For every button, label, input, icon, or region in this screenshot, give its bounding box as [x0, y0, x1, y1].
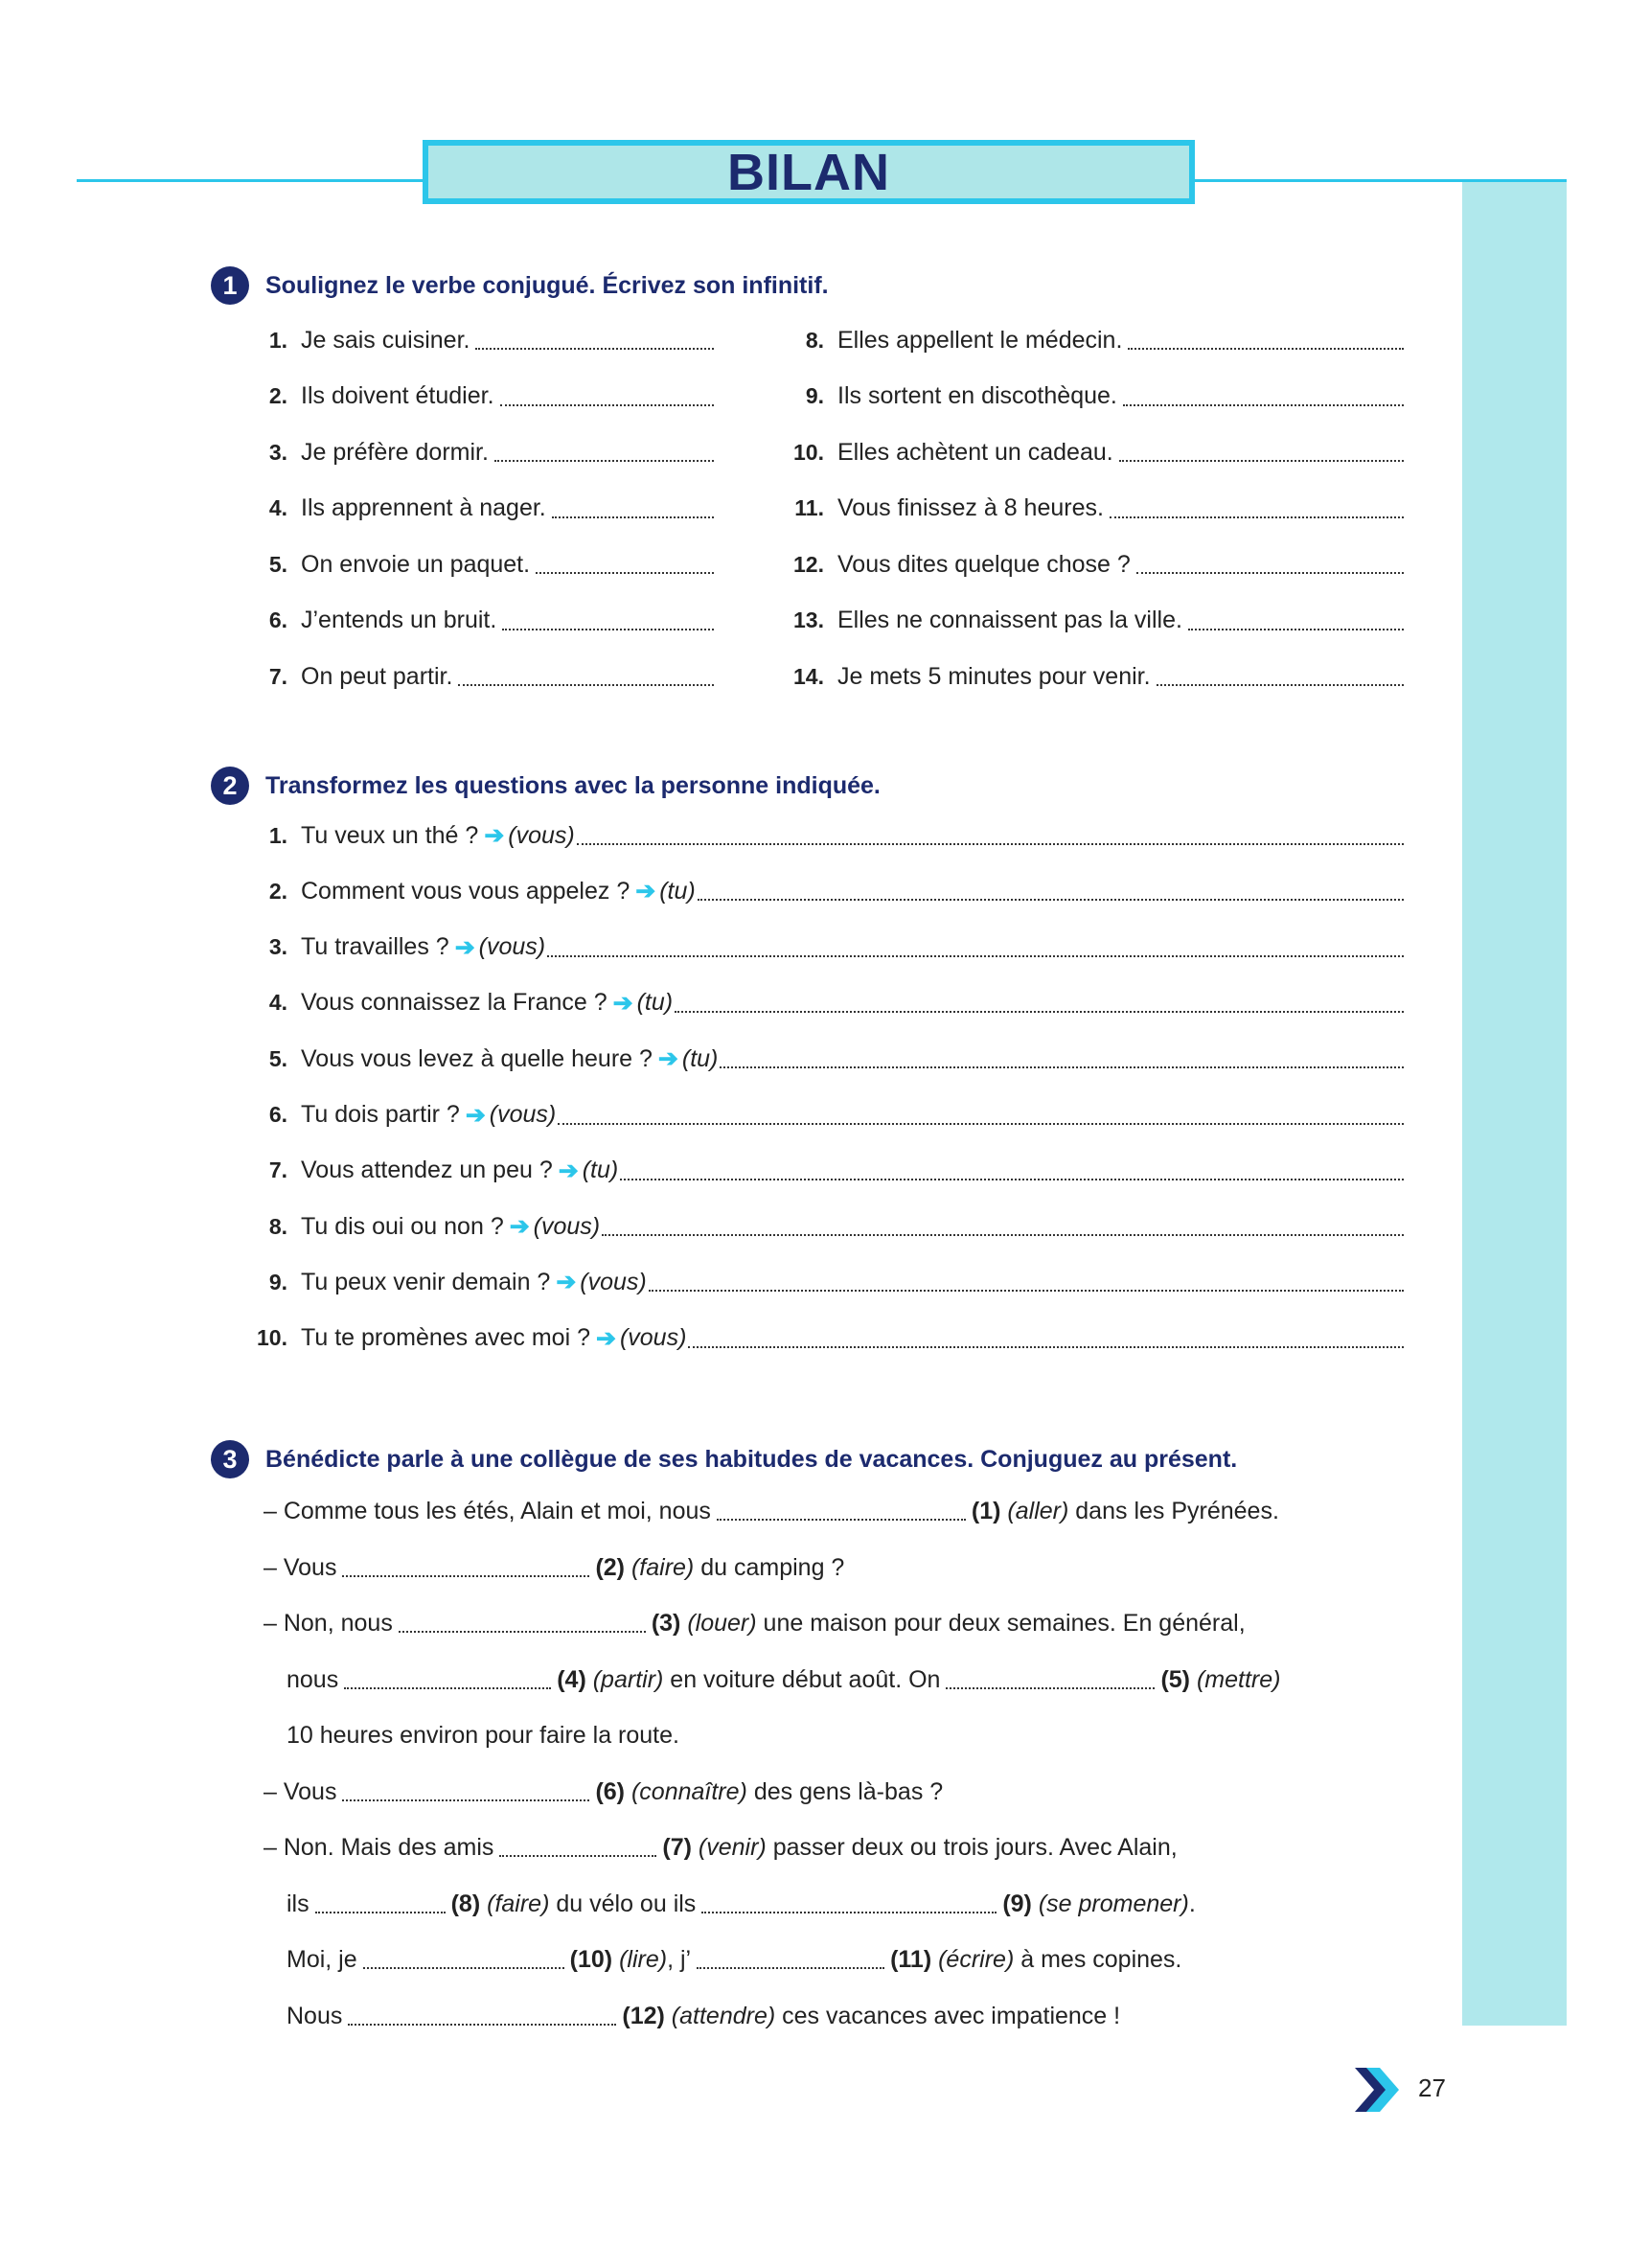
dialogue-text: Nous: [286, 2002, 343, 2029]
dialogue-text: dans les Pyrénées.: [1075, 1497, 1279, 1524]
blank-number: (5): [1160, 1665, 1191, 1693]
answer-line[interactable]: [720, 1066, 1404, 1068]
verb-hint: (faire): [630, 1553, 695, 1581]
dialogue-text: ils: [286, 1890, 309, 1917]
answer-line[interactable]: [536, 572, 714, 574]
person-hint: (vous): [619, 1324, 687, 1352]
blank-number: (6): [595, 1777, 626, 1805]
exercise-3-header: [211, 1440, 1237, 1478]
exercise-1-item: [747, 433, 1404, 471]
item-number: 8.: [268, 1213, 287, 1239]
answer-blank[interactable]: [717, 1501, 966, 1521]
arrow-icon: ➔: [596, 1324, 616, 1352]
item-number: 8.: [805, 327, 824, 353]
question-text: Tu peux venir demain ?: [301, 1268, 551, 1295]
item-number: 11.: [794, 495, 824, 520]
item-number: 5.: [268, 1045, 287, 1071]
verb-hint: (partir): [592, 1665, 664, 1693]
person-hint: (vous): [508, 821, 575, 849]
arrow-icon: ➔: [635, 878, 656, 905]
answer-line[interactable]: [1128, 348, 1404, 350]
question-text: Comment vous vous appelez ?: [301, 877, 630, 905]
item-number: 2.: [268, 383, 287, 408]
answer-line[interactable]: [602, 1234, 1404, 1236]
person-hint: (tu): [582, 1157, 619, 1184]
arrow-icon: ➔: [556, 1269, 577, 1296]
exercise-2-item: [211, 984, 1404, 1022]
item-number: 9.: [805, 383, 824, 408]
item-number: 7.: [268, 1157, 287, 1183]
item-number: 2.: [268, 878, 287, 904]
dialogue-text: , j’: [667, 1945, 692, 1973]
arrow-icon: ➔: [657, 1045, 678, 1073]
dialogue-line-3: [264, 1604, 1246, 1642]
next-chevron-icon[interactable]: [1353, 2066, 1401, 2114]
exercise-2-item: [211, 816, 1404, 855]
answer-blank[interactable]: [363, 1950, 564, 1969]
answer-line[interactable]: [1157, 684, 1404, 686]
person-hint: (vous): [533, 1212, 601, 1240]
verb-hint: (lire): [619, 1945, 668, 1973]
answer-line[interactable]: [552, 516, 714, 518]
person-hint: (tu): [681, 1044, 719, 1072]
verb-hint: (attendre): [671, 2002, 776, 2029]
answer-line[interactable]: [1188, 629, 1404, 630]
dialogue-line-9: [286, 1940, 1181, 1979]
exercise-1-item: [211, 490, 714, 528]
exercise-2-item: [211, 1319, 1404, 1358]
blank-number: (8): [450, 1890, 481, 1917]
blank-number: (7): [662, 1833, 692, 1861]
answer-line[interactable]: [502, 629, 714, 630]
exercise-2-item: [211, 1096, 1404, 1134]
blank-number: (2): [595, 1553, 626, 1581]
answer-blank[interactable]: [946, 1670, 1155, 1689]
dialogue-text: du vélo ou ils: [556, 1890, 697, 1917]
answer-line[interactable]: [558, 1123, 1404, 1125]
dialogue-text: des gens là-bas ?: [753, 1777, 944, 1805]
answer-blank[interactable]: [499, 1838, 656, 1857]
verb-hint: (mettre): [1196, 1665, 1281, 1693]
person-hint: (tu): [659, 877, 696, 905]
answer-line[interactable]: [620, 1179, 1404, 1180]
exercise-2-item: [211, 872, 1404, 910]
answer-line[interactable]: [698, 899, 1404, 901]
answer-line[interactable]: [547, 955, 1404, 957]
exercise-1-item: [211, 321, 714, 359]
exercise-2-item: [211, 1207, 1404, 1246]
verb-hint: (venir): [698, 1833, 767, 1861]
item-number: 10.: [257, 1325, 287, 1351]
exercise-1-item: [747, 657, 1404, 696]
item-number: 3.: [268, 934, 287, 960]
item-number: 5.: [268, 551, 287, 577]
dialogue-text: – Vous: [264, 1553, 337, 1581]
item-sentence: Ils sortent en discothèque.: [837, 382, 1117, 409]
exercise-1-item: [211, 378, 714, 416]
dialogue-line-6: [264, 1773, 943, 1811]
answer-line[interactable]: [494, 460, 714, 462]
exercise-number-badge: 3: [211, 1440, 249, 1478]
exercise-number-badge: 1: [211, 266, 249, 305]
dialogue-text: du camping ?: [700, 1553, 845, 1581]
item-sentence: Vous finissez à 8 heures.: [837, 494, 1104, 521]
item-sentence: Ils doivent étudier.: [301, 382, 494, 409]
item-sentence: Je mets 5 minutes pour venir.: [837, 662, 1151, 690]
item-number: 6.: [268, 607, 287, 632]
blank-number: (1): [971, 1497, 1001, 1524]
dialogue-text: – Non, nous: [264, 1609, 393, 1637]
question-text: Tu dis oui ou non ?: [301, 1212, 504, 1240]
item-number: 4.: [268, 990, 287, 1016]
dialogue-line-1: [264, 1492, 1279, 1530]
question-text: Tu te promènes avec moi ?: [301, 1324, 590, 1352]
answer-line[interactable]: [500, 404, 714, 406]
answer-line[interactable]: [1119, 460, 1404, 462]
dialogue-line-5: [286, 1716, 679, 1754]
exercise-1-item: [747, 545, 1404, 584]
title-box: [423, 140, 1195, 204]
exercise-1-item: [211, 657, 714, 696]
answer-line[interactable]: [688, 1346, 1404, 1348]
dialogue-text: en voiture début août. On: [670, 1665, 941, 1693]
item-number: 6.: [268, 1102, 287, 1127]
exercise-2-item: [211, 1040, 1404, 1078]
question-text: Tu travailles ?: [301, 933, 449, 961]
answer-line[interactable]: [649, 1290, 1404, 1292]
blank-number: (3): [651, 1609, 681, 1637]
item-sentence: Ils apprennent à nager.: [301, 494, 546, 521]
dialogue-text: à mes copines.: [1020, 1945, 1182, 1973]
exercise-2-item: [211, 1263, 1404, 1301]
blank-number: (9): [1002, 1890, 1032, 1917]
item-number: 4.: [268, 495, 287, 520]
dialogue-text: nous: [286, 1665, 339, 1693]
answer-line[interactable]: [1136, 572, 1404, 574]
item-sentence: Je préfère dormir.: [301, 438, 489, 466]
exercise-1-item: [211, 545, 714, 584]
arrow-icon: ➔: [465, 1101, 486, 1129]
dialogue-line-2: [264, 1548, 844, 1587]
item-sentence: Elles appellent le médecin.: [837, 326, 1123, 354]
item-number: 1.: [268, 327, 287, 353]
exercise-number-badge: 2: [211, 767, 249, 805]
exercise-1-item: [211, 602, 714, 640]
exercise-1-item: [747, 321, 1404, 359]
person-hint: (tu): [636, 989, 674, 1017]
answer-line[interactable]: [577, 843, 1404, 845]
question-text: Vous attendez un peu ?: [301, 1157, 553, 1184]
item-number: 10.: [793, 439, 824, 465]
dialogue-line-8: [286, 1885, 1196, 1923]
dialogue-text: passer deux ou trois jours. Avec Alain,: [772, 1833, 1178, 1861]
answer-line[interactable]: [475, 348, 714, 350]
answer-blank[interactable]: [697, 1950, 884, 1969]
item-number: 1.: [268, 822, 287, 848]
item-number: 9.: [268, 1269, 287, 1294]
dialogue-line-4: [286, 1661, 1280, 1699]
dialogue-text: 10 heures environ pour faire la route.: [286, 1721, 679, 1749]
answer-line[interactable]: [1123, 404, 1404, 406]
arrow-icon: ➔: [612, 989, 633, 1017]
exercise-3-title: Bénédicte parle à une collègue de ses habitudes de vacances. Conjuguez au présent.: [265, 1445, 1238, 1473]
exercise-1-header: [211, 266, 829, 305]
answer-line[interactable]: [1110, 516, 1404, 518]
arrow-icon: ➔: [509, 1213, 530, 1241]
item-sentence: J’entends un bruit.: [301, 607, 497, 633]
arrow-icon: ➔: [454, 933, 475, 961]
dialogue-text: – Non. Mais des amis: [264, 1833, 494, 1861]
answer-blank[interactable]: [348, 2006, 616, 2026]
page-number: 27: [1418, 2073, 1446, 2102]
question-text: Vous vous levez à quelle heure ?: [301, 1044, 653, 1072]
exercise-1-title: Soulignez le verbe conjugué. Écrivez son infinitif.: [265, 271, 829, 299]
person-hint: (vous): [580, 1268, 647, 1295]
item-number: 13.: [793, 607, 824, 632]
blank-number: (10): [569, 1945, 613, 1973]
answer-blank[interactable]: [399, 1614, 646, 1633]
dialogue-text: – Vous: [264, 1777, 337, 1805]
item-number: 7.: [268, 663, 287, 689]
person-hint: (vous): [478, 933, 546, 961]
item-sentence: On peut partir.: [301, 662, 453, 690]
dialogue-line-7: [264, 1828, 1178, 1867]
item-sentence: Elles ne connaissent pas la ville.: [837, 607, 1182, 633]
answer-blank[interactable]: [342, 1558, 589, 1577]
exercise-2-header: [211, 767, 881, 805]
item-number: 14.: [793, 663, 824, 689]
exercise-1-item: [211, 433, 714, 471]
person-hint: (vous): [489, 1101, 557, 1128]
dialogue-text: .: [1188, 1890, 1196, 1917]
answer-blank[interactable]: [701, 1894, 997, 1913]
arrow-icon: ➔: [558, 1157, 579, 1184]
dialogue-text: ces vacances avec impatience !: [782, 2002, 1121, 2029]
exercise-2-item: [211, 928, 1404, 967]
question-text: Tu dois partir ?: [301, 1101, 460, 1128]
blank-number: (12): [622, 2002, 665, 2029]
verb-hint: (connaître): [630, 1777, 747, 1805]
side-band: [1462, 182, 1567, 2026]
question-text: Vous connaissez la France ?: [301, 989, 607, 1017]
blank-number: (11): [890, 1945, 932, 1973]
answer-line[interactable]: [675, 1011, 1404, 1013]
answer-blank[interactable]: [344, 1670, 551, 1689]
arrow-icon: ➔: [484, 822, 505, 849]
answer-blank[interactable]: [315, 1894, 446, 1913]
item-sentence: Vous dites quelque chose ?: [837, 550, 1131, 578]
verb-hint: (se promener): [1038, 1890, 1189, 1917]
dialogue-text: – Comme tous les étés, Alain et moi, nous: [264, 1497, 711, 1524]
exercise-1-item: [747, 490, 1404, 528]
question-text: Tu veux un thé ?: [301, 821, 479, 849]
page-title: BILAN: [727, 143, 890, 201]
exercise-2-title: Transformez les questions avec la personne indiquée.: [265, 771, 881, 799]
blank-number: (4): [557, 1665, 586, 1693]
exercise-2-item: [211, 1152, 1404, 1190]
verb-hint: (faire): [487, 1890, 550, 1917]
verb-hint: (écrire): [938, 1945, 1015, 1973]
verb-hint: (louer): [687, 1609, 757, 1637]
answer-line[interactable]: [458, 684, 714, 686]
dialogue-text: Moi, je: [286, 1945, 357, 1973]
dialogue-text: une maison pour deux semaines. En général,: [763, 1609, 1246, 1637]
item-number: 12.: [793, 551, 824, 577]
item-sentence: On envoie un paquet.: [301, 550, 531, 578]
exercise-1-item: [747, 378, 1404, 416]
dialogue-line-10: [286, 1997, 1120, 2035]
answer-blank[interactable]: [342, 1782, 589, 1801]
verb-hint: (aller): [1007, 1497, 1069, 1524]
exercise-1-item: [747, 602, 1404, 640]
item-number: 3.: [268, 439, 287, 465]
item-sentence: Je sais cuisiner.: [301, 326, 470, 354]
item-sentence: Elles achètent un cadeau.: [837, 438, 1113, 466]
